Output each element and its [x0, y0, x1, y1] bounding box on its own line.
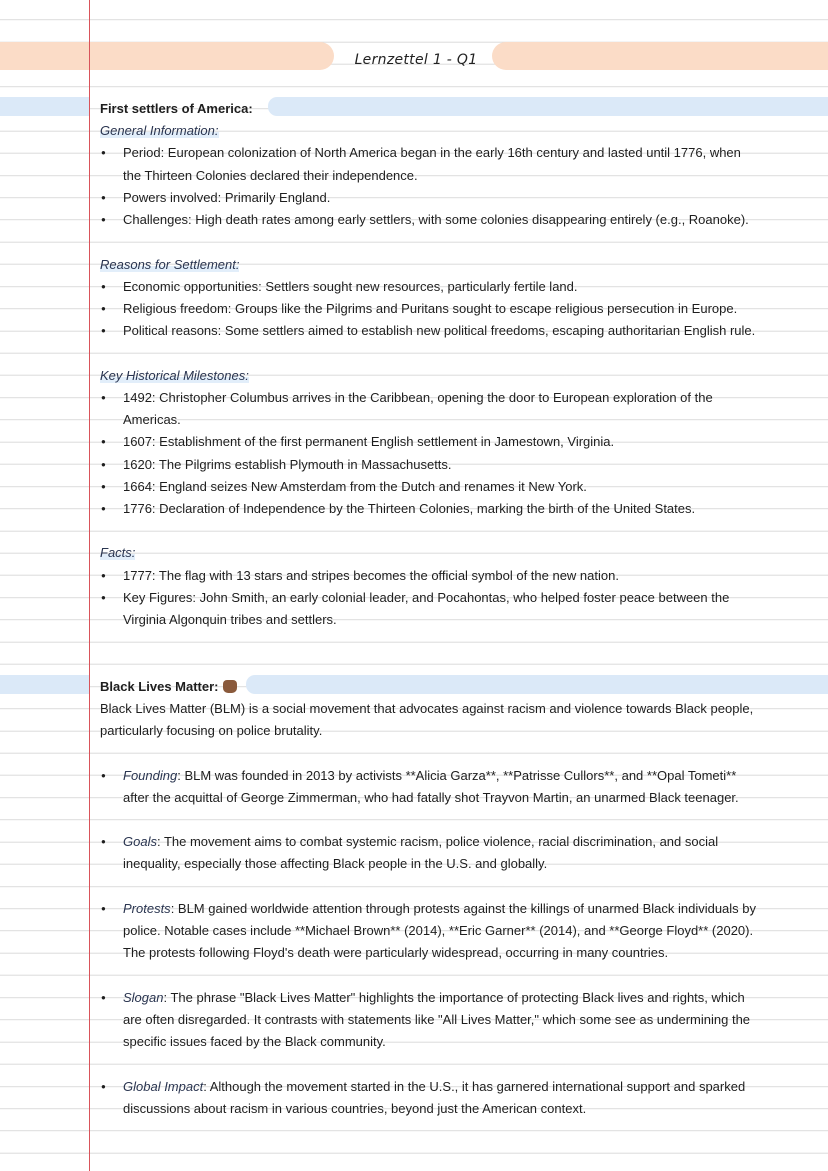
list-item-cont: the Thirteen Colonies declared their independence. [123, 167, 418, 183]
list-item-cont: police. Notable cases include **Michael Brown** (2014), **Eric Garner** (2014), and **George Floyd** (2020). [123, 923, 754, 939]
header-band-left [0, 42, 334, 70]
list-item: ● Powers involved: Primarily England. [0, 187, 828, 209]
raised-fist-icon [223, 680, 237, 693]
list-item: ● Religious freedom: Groups like the Pilgrims and Puritans sought to escape religious persecution in Europe. [0, 298, 828, 320]
list-item: ● Key Figures: John Smith, an early colonial leader, and Pocahontas, who helped foster peace between the [0, 587, 828, 609]
list-item-impact: ● Global Impact: Although the movement started in the U.S., it has garnered international support and sparked [0, 1076, 828, 1098]
subheading: General Information: [100, 123, 219, 139]
list-item-cont: are often disregarded. It contrasts with statements like "All Lives Matter," which some see as undermining the [123, 1011, 751, 1027]
list-item: ● 1492: Christopher Columbus arrives in the Caribbean, opening the door to European exploration of the [0, 387, 828, 409]
list-item-cont: Virginia Algonquin tribes and settlers. [123, 612, 337, 628]
notes [0, 98, 828, 1120]
margin-line [89, 0, 90, 1171]
list-item: ● Economic opportunities: Settlers sought new resources, particularly fertile land. [0, 276, 828, 298]
list-item-slogan: ● Slogan: The phrase "Black Lives Matter" highlights the importance of protecting Black lives and rights, which [0, 987, 828, 1009]
header-band-right [492, 42, 828, 70]
subheading: Key Historical Milestones: [100, 367, 249, 383]
page-title: Lernzettel 1 - Q1 [354, 52, 478, 68]
list-item: ● 1777: The flag with 13 stars and stripes becomes the official symbol of the new nation. [0, 565, 828, 587]
list-item: ● 1776: Declaration of Independence by the Thirteen Colonies, marking the birth of the United States. [0, 498, 828, 520]
section-heading: First settlers of America: [100, 101, 253, 116]
paragraph: Black Lives Matter (BLM) is a social movement that advocates against racism and violence towards Black people, [100, 700, 754, 716]
list-item-cont: discussions about racism in various countries, beyond just the American context. [123, 1100, 587, 1116]
list-item: ● Period: European colonization of North America began in the early 16th century and lasted until 1776, when [0, 142, 828, 164]
list-item: ● 1664: England seizes New Amsterdam from the Dutch and renames it New York. [0, 476, 828, 498]
list-item: ● Political reasons: Some settlers aimed to establish new political freedoms, escaping authoritarian English rule. [0, 320, 828, 342]
list-item-cont: after the acquittal of George Zimmerman, who had fatally shot Trayvon Martin, an unarmed Black teenager. [123, 789, 739, 805]
list-item-cont: specific issues faced by the Black community. [123, 1034, 386, 1050]
list-item-cont: Americas. [123, 412, 181, 428]
list-item: ● Challenges: High death rates among early settlers, with some colonies disappearing entirely (e.g., Roanoke). [0, 209, 828, 231]
list-item: ● 1607: Establishment of the first permanent English settlement in Jamestown, Virginia. [0, 431, 828, 453]
subheading: Facts: [100, 545, 136, 561]
section-heading-blm: Black Lives Matter: [0, 676, 828, 698]
list-item-cont: inequality, especially those affecting Black people in the U.S. and globally. [123, 856, 548, 872]
subheading: Reasons for Settlement: [100, 256, 240, 272]
list-item-goals: ● Goals: The movement aims to combat systemic racism, police violence, racial discrimination, and social [0, 831, 828, 853]
paragraph: particularly focusing on police brutality. [100, 723, 323, 739]
list-item-cont: The protests following Floyd's death were particularly widespread, occurring in many countries. [123, 945, 669, 961]
list-item-protests: ● Protests: BLM gained worldwide attention through protests against the killings of unarmed Black individuals by [0, 898, 828, 920]
list-item: ● 1620: The Pilgrims establish Plymouth in Massachusetts. [0, 454, 828, 476]
list-item-founding: ● Founding: BLM was founded in 2013 by activists **Alicia Garza**, **Patrisse Cullors**, and **Opal Tometi** [0, 765, 828, 787]
